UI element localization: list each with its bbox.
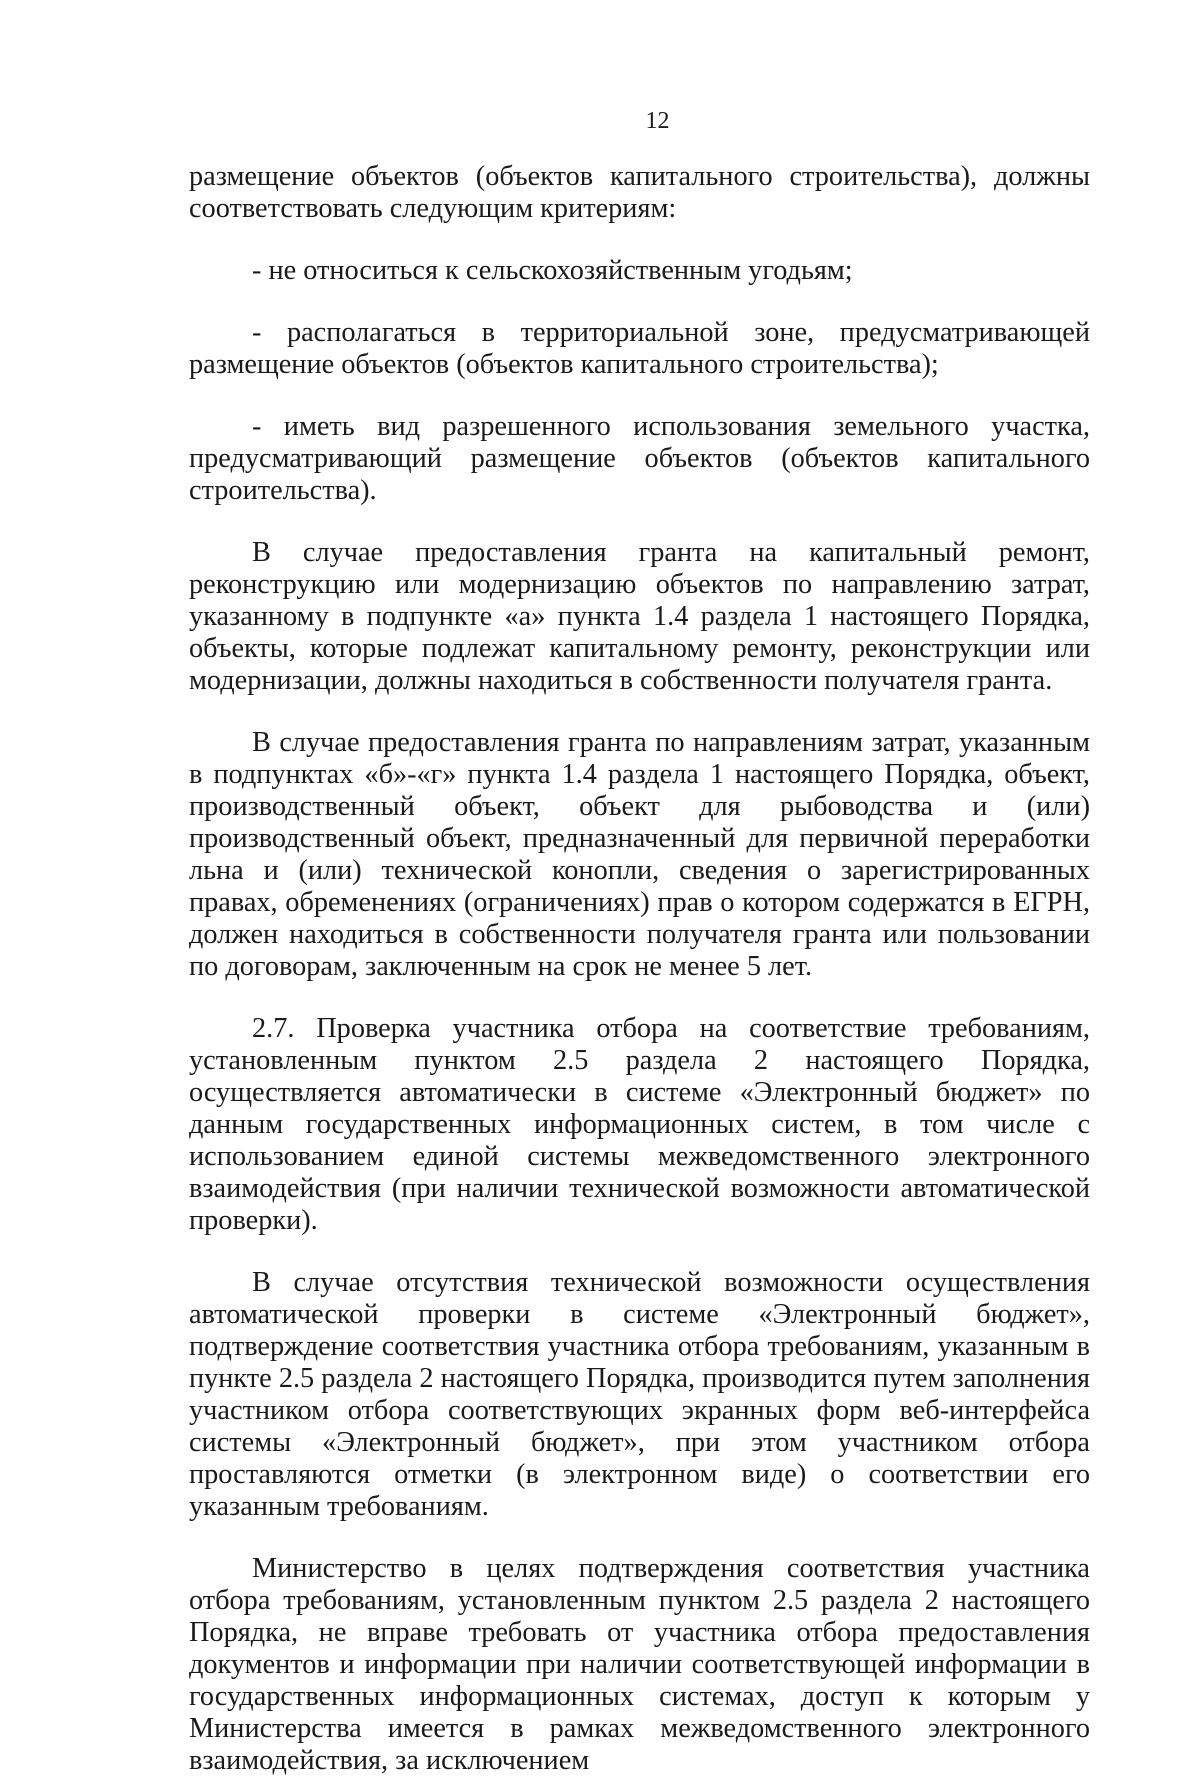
- paragraph-criterion-permitted-use: - иметь вид разрешенного использования земельного участка, предусматривающий размещение объектов (объектов капитального строительства).: [189, 411, 1090, 506]
- paragraph-criteria-intro: размещение объектов (объектов капитального строительства), должны соответствовать следующим критериям:: [189, 161, 1090, 224]
- paragraph-manual-check: В случае отсутствия технической возможности осуществления автоматической проверки в системе «Электронный бюджет», подтверждение соответствия участника отбора требованиям, указанным в пункте 2.5 раздела 2 настоящего Порядка, производится путем заполнения участником отбора соответствующих экранных форм веб-интерфейса системы «Электронный бюджет», при этом участником отбора проставляются отметки (в электронном виде) о соответствии его указанным требованиям.: [189, 1267, 1090, 1522]
- paragraph-ownership-requirements: В случае предоставления гранта по направлениям затрат, указанным в подпунктах «б»-«г» пункта 1.4 раздела 1 настоящего Порядка, объект, производственный объект, объект для рыбоводства и (или) производственный объект, предназначенный для первичной переработки льна и (или) технической конопли, сведения о зарегистрированных правах, обременениях (ограничениях) прав о котором содержатся в ЕГРН, должен находиться в собственности получателя гранта или пользовании по договорам, заключенным на срок не менее 5 лет.: [189, 727, 1090, 982]
- paragraph-capital-repair: В случае предоставления гранта на капитальный ремонт, реконструкцию или модернизацию объектов по направлению затрат, указанному в подпункте «а» пункта 1.4 раздела 1 настоящего Порядка, объекты, которые подлежат капитальному ремонту, реконструкции или модернизации, должны находиться в собственности получателя гранта.: [189, 537, 1090, 696]
- paragraph-ministry: Министерство в целях подтверждения соответствия участника отбора требованиям, установленным пунктом 2.5 раздела 2 настоящего Порядка, не вправе требовать от участника отбора предоставления документов и информации при наличии соответствующей информации в государственных информационных системах, доступ к которым у Министерства имеется в рамках межведомственного электронного взаимодействия, за исключением: [189, 1553, 1090, 1776]
- paragraph-criterion-territorial-zone: - располагаться в территориальной зоне, предусматривающей размещение объектов (объектов капитального строительства);: [189, 317, 1090, 380]
- page-number: 12: [645, 108, 670, 134]
- paragraph-section-2-7: 2.7. Проверка участника отбора на соответствие требованиям, установленным пунктом 2.5 раздела 2 настоящего Порядка, осуществляется автоматически в системе «Электронный бюджет» по данным государственных информационных систем, в том числе с использованием единой системы межведомственного электронного взаимодействия (при наличии технической возможности автоматической проверки).: [189, 1013, 1090, 1236]
- paragraph-criterion-agricultural: - не относиться к сельскохозяйственным угодьям;: [252, 255, 853, 286]
